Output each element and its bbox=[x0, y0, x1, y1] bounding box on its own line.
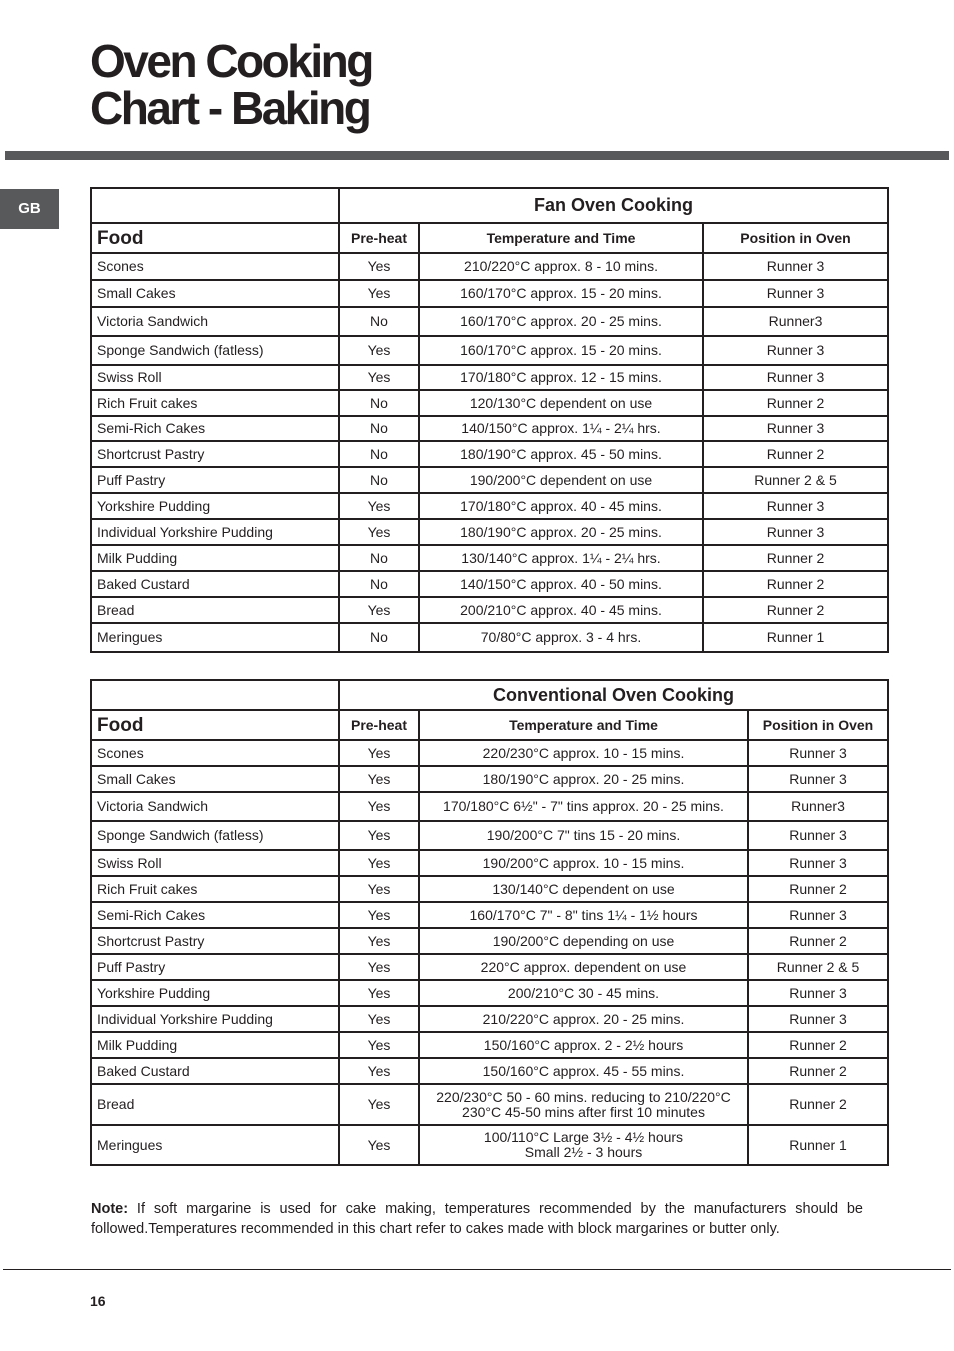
conventional-oven-table bbox=[90, 679, 889, 1166]
conv-cell-preheat: Yes bbox=[339, 902, 419, 928]
fan-table-row bbox=[91, 416, 888, 441]
conv-table-row bbox=[91, 902, 888, 928]
fan-cell-position: Runner 2 & 5 bbox=[703, 467, 888, 493]
conv-cell-food: Swiss Roll bbox=[91, 850, 339, 876]
fan-header-food: Food bbox=[91, 223, 339, 253]
fan-table-row bbox=[91, 467, 888, 493]
conv-table-row bbox=[91, 1058, 888, 1084]
conv-cell-food: Milk Pudding bbox=[91, 1032, 339, 1058]
fan-cell-temp: 120/130°C dependent on use bbox=[419, 390, 703, 416]
language-tab: GB bbox=[0, 189, 59, 229]
fan-cell-food: Puff Pastry bbox=[91, 467, 339, 493]
fan-cell-temp: 170/180°C approx. 12 - 15 mins. bbox=[419, 365, 703, 390]
fan-cell-food: Shortcrust Pastry bbox=[91, 441, 339, 467]
conv-cell-preheat: Yes bbox=[339, 928, 419, 954]
fan-table-row bbox=[91, 390, 888, 416]
fan-cell-temp: 70/80°C approx. 3 - 4 hrs. bbox=[419, 623, 703, 652]
fan-cell-temp: 130/140°C approx. 1¼ - 2¼ hrs. bbox=[419, 545, 703, 571]
conv-table-row bbox=[91, 928, 888, 954]
conv-cell-position: Runner 3 bbox=[748, 902, 888, 928]
conv-cell-temp: 190/200°C approx. 10 - 15 mins. bbox=[419, 850, 748, 876]
conv-cell-preheat: Yes bbox=[339, 821, 419, 850]
conv-cell-temp: 190/200°C 7" tins 15 - 20 mins. bbox=[419, 821, 748, 850]
conv-cell-food: Bread bbox=[91, 1084, 339, 1125]
conv-header-position: Position in Oven bbox=[748, 710, 888, 740]
conv-cell-temp: 170/180°C 6½" - 7" tins approx. 20 - 25 mins. bbox=[419, 792, 748, 821]
fan-table-row bbox=[91, 519, 888, 545]
conv-cell-preheat: Yes bbox=[339, 850, 419, 876]
fan-cell-preheat: Yes bbox=[339, 280, 419, 307]
fan-table-row bbox=[91, 336, 888, 365]
fan-cell-position: Runner 3 bbox=[703, 280, 888, 307]
conv-cell-position: Runner 2 bbox=[748, 1084, 888, 1125]
fan-cell-preheat: Yes bbox=[339, 365, 419, 390]
conv-cell-food: Small Cakes bbox=[91, 766, 339, 792]
fan-cell-food: Individual Yorkshire Pudding bbox=[91, 519, 339, 545]
fan-cell-preheat: No bbox=[339, 571, 419, 597]
conv-cell-position: Runner 3 bbox=[748, 766, 888, 792]
footnote-label: Note: bbox=[91, 1201, 129, 1217]
fan-cell-temp: 140/150°C approx. 1¼ - 2¼ hrs. bbox=[419, 416, 703, 441]
fan-cell-food: Yorkshire Pudding bbox=[91, 493, 339, 519]
page-title bbox=[90, 35, 372, 134]
fan-cell-position: Runner3 bbox=[703, 307, 888, 336]
footer-rule bbox=[3, 1269, 951, 1270]
fan-cell-food: Semi-Rich Cakes bbox=[91, 416, 339, 441]
fan-cell-preheat: No bbox=[339, 390, 419, 416]
fan-table-row bbox=[91, 365, 888, 390]
fan-cell-food: Small Cakes bbox=[91, 280, 339, 307]
conv-table-row bbox=[91, 1032, 888, 1058]
conv-table-row bbox=[91, 792, 888, 821]
fan-table-row bbox=[91, 307, 888, 336]
conv-title-blank-cell bbox=[91, 680, 339, 710]
fan-cell-food: Swiss Roll bbox=[91, 365, 339, 390]
conv-cell-preheat: Yes bbox=[339, 1032, 419, 1058]
fan-table-row bbox=[91, 493, 888, 519]
conv-cell-temp: 220/230°C approx. 10 - 15 mins. bbox=[419, 740, 748, 766]
conv-cell-temp: 210/220°C approx. 20 - 25 mins. bbox=[419, 1006, 748, 1032]
fan-cell-food: Baked Custard bbox=[91, 571, 339, 597]
fan-cell-preheat: Yes bbox=[339, 597, 419, 623]
page-title-line-2: Chart - Baking bbox=[90, 82, 370, 134]
fan-cell-preheat: No bbox=[339, 441, 419, 467]
conv-table-body bbox=[91, 680, 888, 1165]
conv-cell-position: Runner 3 bbox=[748, 740, 888, 766]
fan-table-row bbox=[91, 571, 888, 597]
conv-cell-food: Yorkshire Pudding bbox=[91, 980, 339, 1006]
fan-table-body bbox=[91, 188, 888, 652]
fan-cell-preheat: Yes bbox=[339, 493, 419, 519]
conv-cell-preheat: Yes bbox=[339, 740, 419, 766]
conv-cell-preheat: Yes bbox=[339, 1084, 419, 1125]
conv-cell-temp: 220°C approx. dependent on use bbox=[419, 954, 748, 980]
conv-table-row bbox=[91, 1006, 888, 1032]
conv-cell-food: Puff Pastry bbox=[91, 954, 339, 980]
fan-cell-temp: 210/220°C approx. 8 - 10 mins. bbox=[419, 253, 703, 280]
conv-cell-preheat: Yes bbox=[339, 1058, 419, 1084]
conv-cell-position: Runner 3 bbox=[748, 850, 888, 876]
conv-cell-food: Semi-Rich Cakes bbox=[91, 902, 339, 928]
fan-cell-position: Runner 3 bbox=[703, 253, 888, 280]
fan-cell-temp: 180/190°C approx. 45 - 50 mins. bbox=[419, 441, 703, 467]
fan-cell-preheat: No bbox=[339, 545, 419, 571]
conv-cell-food: Victoria Sandwich bbox=[91, 792, 339, 821]
conv-cell-food: Scones bbox=[91, 740, 339, 766]
fan-cell-food: Milk Pudding bbox=[91, 545, 339, 571]
fan-cell-temp: 160/170°C approx. 20 - 25 mins. bbox=[419, 307, 703, 336]
fan-table-row bbox=[91, 545, 888, 571]
conv-cell-position: Runner 1 bbox=[748, 1125, 888, 1165]
conv-cell-food: Shortcrust Pastry bbox=[91, 928, 339, 954]
conv-cell-temp: 100/110°C Large 3½ - 4½ hours Small 2½ - 3 hours bbox=[419, 1125, 748, 1165]
fan-cell-food: Rich Fruit cakes bbox=[91, 390, 339, 416]
conv-cell-preheat: Yes bbox=[339, 792, 419, 821]
conv-cell-food: Individual Yorkshire Pudding bbox=[91, 1006, 339, 1032]
fan-cell-position: Runner 2 bbox=[703, 545, 888, 571]
conv-cell-preheat: Yes bbox=[339, 1125, 419, 1165]
conv-cell-food: Baked Custard bbox=[91, 1058, 339, 1084]
conv-cell-temp: 150/160°C approx. 45 - 55 mins. bbox=[419, 1058, 748, 1084]
conv-cell-preheat: Yes bbox=[339, 1006, 419, 1032]
footnote-text: If soft margarine is used for cake making, temperatures recommended by the manufacturers should be followed.Temperatures recommended in this chart refer to cakes made with block margarines or butter only. bbox=[91, 1201, 863, 1237]
fan-cell-preheat: No bbox=[339, 467, 419, 493]
conv-cell-temp: 130/140°C dependent on use bbox=[419, 876, 748, 902]
fan-table-row bbox=[91, 597, 888, 623]
conv-cell-preheat: Yes bbox=[339, 876, 419, 902]
fan-cell-position: Runner 3 bbox=[703, 493, 888, 519]
page-number: 16 bbox=[90, 1293, 106, 1309]
conv-cell-food: Rich Fruit cakes bbox=[91, 876, 339, 902]
conv-table-row bbox=[91, 980, 888, 1006]
conv-cell-preheat: Yes bbox=[339, 980, 419, 1006]
conv-cell-position: Runner 3 bbox=[748, 1006, 888, 1032]
fan-title-blank-cell bbox=[91, 188, 339, 223]
conv-cell-food: Meringues bbox=[91, 1125, 339, 1165]
conv-table-row bbox=[91, 1125, 888, 1165]
fan-oven-table bbox=[90, 187, 889, 653]
fan-cell-temp: 180/190°C approx. 20 - 25 mins. bbox=[419, 519, 703, 545]
conv-cell-position: Runner 2 bbox=[748, 1032, 888, 1058]
conv-cell-food: Sponge Sandwich (fatless) bbox=[91, 821, 339, 850]
conv-header-preheat: Pre-heat bbox=[339, 710, 419, 740]
fan-cell-position: Runner 3 bbox=[703, 365, 888, 390]
fan-cell-food: Bread bbox=[91, 597, 339, 623]
fan-header-preheat: Pre-heat bbox=[339, 223, 419, 253]
fan-cell-position: Runner 2 bbox=[703, 390, 888, 416]
fan-cell-food: Sponge Sandwich (fatless) bbox=[91, 336, 339, 365]
fan-table-row bbox=[91, 253, 888, 280]
conv-cell-position: Runner 2 bbox=[748, 1058, 888, 1084]
fan-header-row bbox=[91, 223, 888, 253]
conv-cell-position: Runner 2 & 5 bbox=[748, 954, 888, 980]
fan-table-row bbox=[91, 280, 888, 307]
conv-header-temp: Temperature and Time bbox=[419, 710, 748, 740]
conv-cell-position: Runner 2 bbox=[748, 928, 888, 954]
conv-cell-temp: 160/170°C 7" - 8" tins 1¼ - 1½ hours bbox=[419, 902, 748, 928]
conv-header-row bbox=[91, 710, 888, 740]
conv-cell-temp: 220/230°C 50 - 60 mins. reducing to 210/220°C 230°C 45-50 mins after first 10 minutes bbox=[419, 1084, 748, 1125]
fan-title-row bbox=[91, 188, 888, 223]
header-rule bbox=[5, 151, 949, 160]
fan-header-position: Position in Oven bbox=[703, 223, 888, 253]
fan-cell-position: Runner 3 bbox=[703, 416, 888, 441]
fan-cell-position: Runner 1 bbox=[703, 623, 888, 652]
conv-cell-position: Runner 3 bbox=[748, 980, 888, 1006]
conv-table-row bbox=[91, 1084, 888, 1125]
fan-cell-food: Scones bbox=[91, 253, 339, 280]
fan-cell-preheat: No bbox=[339, 623, 419, 652]
conv-table-row bbox=[91, 876, 888, 902]
conv-cell-temp: 180/190°C approx. 20 - 25 mins. bbox=[419, 766, 748, 792]
fan-cell-position: Runner 2 bbox=[703, 597, 888, 623]
conv-cell-temp: 190/200°C depending on use bbox=[419, 928, 748, 954]
conv-table-row bbox=[91, 766, 888, 792]
fan-cell-position: Runner 3 bbox=[703, 519, 888, 545]
fan-cell-position: Runner 2 bbox=[703, 441, 888, 467]
conv-table-title: Conventional Oven Cooking bbox=[339, 680, 888, 710]
conv-cell-position: Runner3 bbox=[748, 792, 888, 821]
fan-cell-temp: 160/170°C approx. 15 - 20 mins. bbox=[419, 336, 703, 365]
conv-table-row bbox=[91, 740, 888, 766]
conv-table-row bbox=[91, 850, 888, 876]
fan-table-title: Fan Oven Cooking bbox=[339, 188, 888, 223]
conv-cell-temp: 150/160°C approx. 2 - 2½ hours bbox=[419, 1032, 748, 1058]
conv-header-food: Food bbox=[91, 710, 339, 740]
fan-cell-preheat: Yes bbox=[339, 519, 419, 545]
fan-cell-position: Runner 2 bbox=[703, 571, 888, 597]
fan-header-temp: Temperature and Time bbox=[419, 223, 703, 253]
fan-cell-temp: 140/150°C approx. 40 - 50 mins. bbox=[419, 571, 703, 597]
footnote bbox=[91, 1199, 863, 1239]
conv-cell-position: Runner 2 bbox=[748, 876, 888, 902]
fan-cell-temp: 170/180°C approx. 40 - 45 mins. bbox=[419, 493, 703, 519]
fan-table-row bbox=[91, 623, 888, 652]
conv-table-row bbox=[91, 821, 888, 850]
fan-cell-preheat: Yes bbox=[339, 336, 419, 365]
fan-cell-preheat: No bbox=[339, 416, 419, 441]
conv-cell-preheat: Yes bbox=[339, 766, 419, 792]
fan-cell-temp: 190/200°C dependent on use bbox=[419, 467, 703, 493]
fan-cell-temp: 160/170°C approx. 15 - 20 mins. bbox=[419, 280, 703, 307]
page-title-line-1: Oven Cooking bbox=[90, 35, 372, 87]
fan-cell-position: Runner 3 bbox=[703, 336, 888, 365]
fan-cell-temp: 200/210°C approx. 40 - 45 mins. bbox=[419, 597, 703, 623]
conv-cell-preheat: Yes bbox=[339, 954, 419, 980]
conv-title-row bbox=[91, 680, 888, 710]
fan-cell-food: Victoria Sandwich bbox=[91, 307, 339, 336]
conv-cell-position: Runner 3 bbox=[748, 821, 888, 850]
conv-cell-temp: 200/210°C 30 - 45 mins. bbox=[419, 980, 748, 1006]
fan-table-row bbox=[91, 441, 888, 467]
fan-cell-food: Meringues bbox=[91, 623, 339, 652]
fan-cell-preheat: Yes bbox=[339, 253, 419, 280]
conv-table-row bbox=[91, 954, 888, 980]
fan-cell-preheat: No bbox=[339, 307, 419, 336]
